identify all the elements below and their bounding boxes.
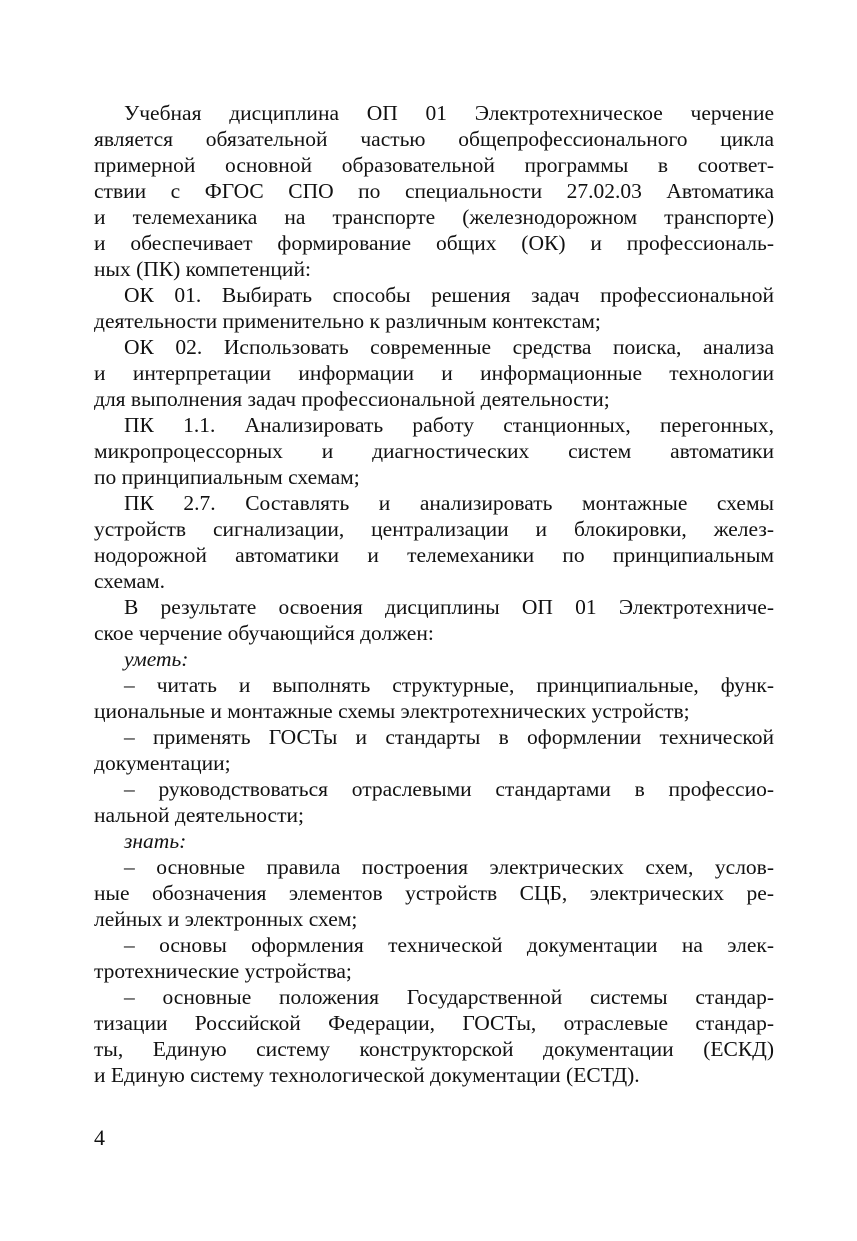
text-line: для выполнения задач профессиональной деятельности; — [94, 387, 610, 411]
page-number: 4 — [94, 1125, 105, 1150]
text-line: тротехнические устройства; — [94, 959, 352, 983]
text-line: – основные правила построения электрических схем, услов- — [124, 855, 774, 879]
text-line: деятельности применительно к различным контекстам; — [94, 309, 601, 333]
competency-ok01 — [94, 282, 774, 334]
competency-pk11 — [94, 412, 774, 490]
text-line: В результате освоения дисциплины ОП 01 Электротехниче- — [124, 595, 774, 619]
skill-item — [94, 776, 774, 828]
text-line: тизации Российской Федерации, ГОСТы, отраслевые стандар- — [94, 1011, 774, 1035]
text-line: и Единую систему технологической документации (ЕСТД). — [94, 1063, 640, 1087]
text-line: ных (ПК) компетенций: — [94, 257, 311, 281]
text-line: ствии с ФГОС СПО по специальности 27.02.03 Автоматика — [94, 179, 774, 203]
text-line: ское черчение обучающийся должен: — [94, 621, 434, 645]
text-line: ОК 01. Выбирать способы решения задач профессиональной — [124, 283, 774, 307]
text-line: является обязательной частью общепрофессионального цикла — [94, 127, 774, 151]
text-line: и обеспечивает формирование общих (ОК) и профессиональ- — [94, 231, 774, 255]
skills-label: уметь: — [124, 647, 189, 671]
text-line: – руководствоваться отраслевыми стандартами в профессио- — [124, 777, 774, 801]
knowledge-item — [94, 932, 774, 984]
text-line: документации; — [94, 751, 231, 775]
page-body — [94, 100, 774, 1088]
text-line: и телемеханика на транспорте (железнодорожном транспорте) — [94, 205, 774, 229]
competency-ok02 — [94, 334, 774, 412]
text-line: – применять ГОСТы и стандарты в оформлении технической — [124, 725, 774, 749]
text-line: и интерпретации информации и информационные технологии — [94, 361, 774, 385]
intro-paragraph — [94, 100, 774, 282]
result-paragraph — [94, 594, 774, 646]
text-line: – основы оформления технической документации на элек- — [124, 933, 774, 957]
text-line: ты, Единую систему конструкторской документации (ЕСКД) — [94, 1037, 774, 1061]
text-line: циональные и монтажные схемы электротехнических устройств; — [94, 699, 690, 723]
text-line: устройств сигнализации, централизации и блокировки, желез- — [94, 517, 774, 541]
text-line: по принципиальным схемам; — [94, 465, 360, 489]
skill-item — [94, 672, 774, 724]
text-line: схемам. — [94, 569, 165, 593]
competency-pk27 — [94, 490, 774, 594]
text-line: нальной деятельности; — [94, 803, 304, 827]
text-line: ПК 1.1. Анализировать работу станционных, перегонных, — [124, 413, 774, 437]
text-line: ные обозначения элементов устройств СЦБ, электрических ре- — [94, 881, 774, 905]
knowledge-item — [94, 854, 774, 932]
text-line: примерной основной образовательной программы в соответ- — [94, 153, 774, 177]
knowledge-item — [94, 984, 774, 1088]
text-line: ОК 02. Использовать современные средства поиска, анализа — [124, 335, 774, 359]
text-line: лейных и электронных схем; — [94, 907, 358, 931]
text-line: микропроцессорных и диагностических систем автоматики — [94, 439, 774, 463]
text-line: – основные положения Государственной системы стандар- — [124, 985, 774, 1009]
knowledge-label: знать: — [124, 829, 187, 853]
text-line: Учебная дисциплина ОП 01 Электротехническое черчение — [124, 101, 774, 125]
text-line: нодорожной автоматики и телемеханики по принципиальным — [94, 543, 774, 567]
text-line: – читать и выполнять структурные, принципиальные, функ- — [124, 673, 774, 697]
text-line: ПК 2.7. Составлять и анализировать монтажные схемы — [124, 491, 774, 515]
skill-item — [94, 724, 774, 776]
